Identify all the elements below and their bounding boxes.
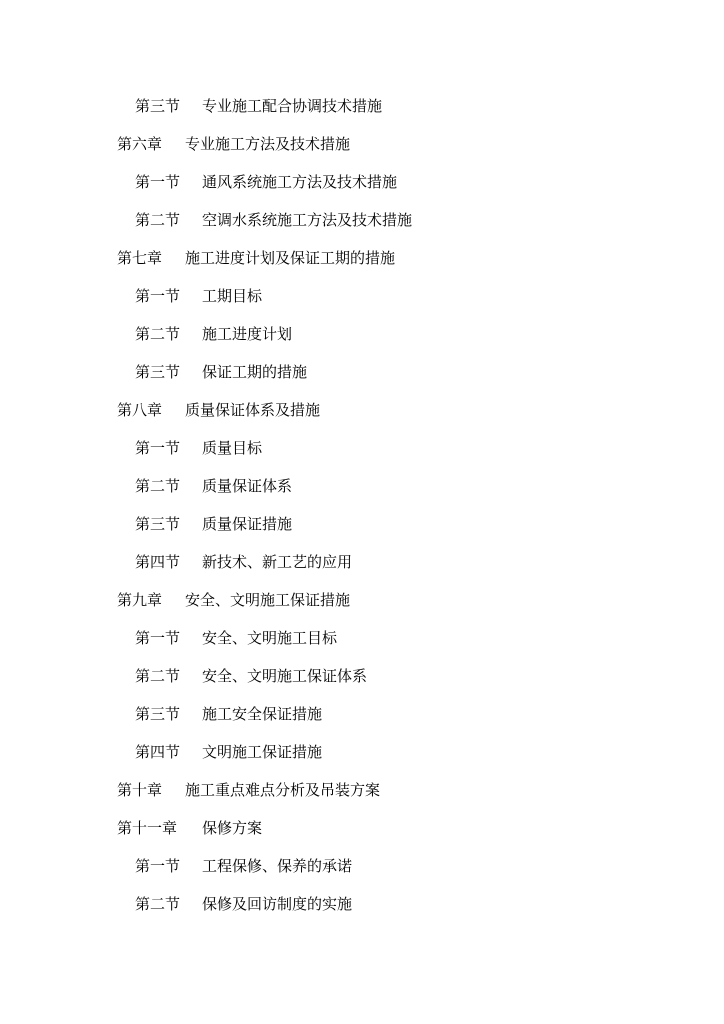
toc-entry-title: 专业施工配合协调技术措施 xyxy=(202,97,383,115)
toc-entry-chapter xyxy=(0,399,724,437)
toc-entry-title: 专业施工方法及技术措施 xyxy=(185,135,351,153)
toc-entry-title: 施工进度计划 xyxy=(202,325,293,343)
toc-entry-section xyxy=(0,855,724,893)
toc-entry-section xyxy=(0,513,724,551)
toc-entry-title: 安全、文明施工保证措施 xyxy=(185,591,351,609)
table-of-contents xyxy=(0,95,724,931)
toc-entry-title: 保修及回访制度的实施 xyxy=(202,895,353,913)
toc-entry-title: 施工重点难点分析及吊装方案 xyxy=(185,781,381,799)
toc-entry-section xyxy=(0,665,724,703)
toc-entry-title: 工期目标 xyxy=(202,287,263,305)
toc-entry-section xyxy=(0,285,724,323)
toc-entry-number: 第六章 xyxy=(117,135,163,153)
toc-entry-chapter xyxy=(0,779,724,817)
toc-entry-number: 第八章 xyxy=(117,401,163,419)
toc-entry-section xyxy=(0,171,724,209)
toc-entry-title: 安全、文明施工目标 xyxy=(202,629,338,647)
toc-entry-number: 第二节 xyxy=(135,325,181,343)
toc-entry-section xyxy=(0,703,724,741)
toc-entry-title: 通风系统施工方法及技术措施 xyxy=(202,173,398,191)
toc-entry-section xyxy=(0,437,724,475)
toc-entry-section xyxy=(0,741,724,779)
toc-entry-title: 施工进度计划及保证工期的措施 xyxy=(185,249,396,267)
toc-entry-title: 质量保证措施 xyxy=(202,515,293,533)
toc-entry-section xyxy=(0,95,724,133)
toc-entry-section xyxy=(0,361,724,399)
toc-entry-section xyxy=(0,893,724,931)
toc-entry-number: 第二节 xyxy=(135,667,181,685)
toc-entry-number: 第十章 xyxy=(117,781,163,799)
toc-entry-chapter xyxy=(0,247,724,285)
toc-entry-title: 空调水系统施工方法及技术措施 xyxy=(202,211,413,229)
toc-entry-section xyxy=(0,209,724,247)
toc-entry-section xyxy=(0,323,724,361)
toc-entry-title: 质量保证体系及措施 xyxy=(185,401,321,419)
toc-entry-number: 第三节 xyxy=(135,97,181,115)
toc-entry-title: 保修方案 xyxy=(202,819,263,837)
toc-entry-number: 第一节 xyxy=(135,287,181,305)
toc-entry-title: 质量目标 xyxy=(202,439,263,457)
toc-entry-number: 第七章 xyxy=(117,249,163,267)
toc-entry-number: 第二节 xyxy=(135,211,181,229)
toc-entry-number: 第十一章 xyxy=(117,819,178,837)
toc-entry-number: 第一节 xyxy=(135,629,181,647)
toc-entry-number: 第四节 xyxy=(135,743,181,761)
toc-entry-section xyxy=(0,475,724,513)
toc-entry-title: 安全、文明施工保证体系 xyxy=(202,667,368,685)
toc-entry-title: 施工安全保证措施 xyxy=(202,705,323,723)
toc-entry-title: 质量保证体系 xyxy=(202,477,293,495)
toc-entry-chapter xyxy=(0,133,724,171)
toc-entry-title: 工程保修、保养的承诺 xyxy=(202,857,353,875)
toc-entry-section xyxy=(0,551,724,589)
toc-entry-number: 第三节 xyxy=(135,363,181,381)
toc-entry-section xyxy=(0,627,724,665)
toc-entry-title: 文明施工保证措施 xyxy=(202,743,323,761)
toc-entry-chapter xyxy=(0,589,724,627)
toc-entry-number: 第一节 xyxy=(135,857,181,875)
toc-entry-chapter xyxy=(0,817,724,855)
toc-entry-number: 第二节 xyxy=(135,477,181,495)
toc-entry-number: 第三节 xyxy=(135,705,181,723)
toc-entry-number: 第四节 xyxy=(135,553,181,571)
toc-entry-number: 第九章 xyxy=(117,591,163,609)
toc-entry-number: 第二节 xyxy=(135,895,181,913)
toc-entry-title: 新技术、新工艺的应用 xyxy=(202,553,353,571)
toc-entry-number: 第三节 xyxy=(135,515,181,533)
toc-entry-number: 第一节 xyxy=(135,439,181,457)
toc-entry-title: 保证工期的措施 xyxy=(202,363,308,381)
toc-entry-number: 第一节 xyxy=(135,173,181,191)
